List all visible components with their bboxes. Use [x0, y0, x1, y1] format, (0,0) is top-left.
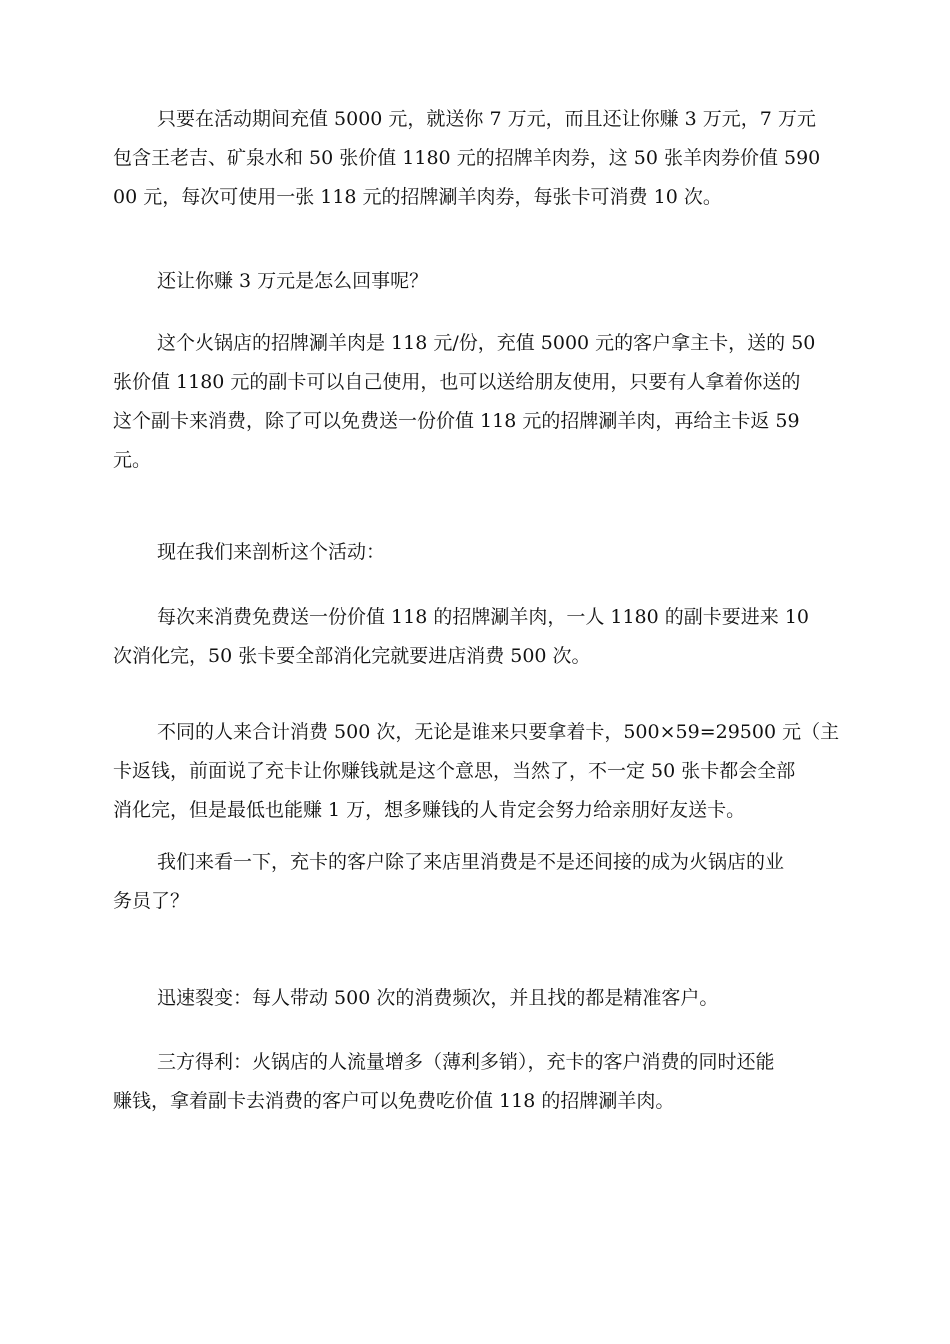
paragraph-consumption: [113, 598, 873, 676]
text-line: 张价值 1180 元的副卡可以自己使用，也可以送给朋友使用，只要有人拿着你送的: [113, 371, 801, 393]
text-line: 三方得利：火锅店的人流量增多（薄利多销），充卡的客户消费的同时还能: [157, 1051, 775, 1073]
paragraph-analysis-intro: [113, 533, 873, 572]
text-line: 这个副卡来消费，除了可以免费送一份价值 118 元的招牌涮羊肉，再给主卡返 59: [113, 410, 800, 432]
paragraph-calculation: [113, 713, 873, 830]
text-line: 每次来消费免费送一份价值 118 的招牌涮羊肉，一人 1180 的副卡要进来 10: [157, 606, 809, 628]
text-line: 赚钱，拿着副卡去消费的客户可以免费吃价值 118 的招牌涮羊肉。: [113, 1090, 675, 1112]
paragraph-win-win: [113, 1043, 873, 1121]
text-line: 卡返钱，前面说了充卡让你赚钱就是这个意思，当然了，不一定 50 张卡都会全部: [113, 760, 796, 782]
paragraph-fission: [113, 979, 873, 1018]
paragraph-question: [113, 262, 873, 301]
text-line: 我们来看一下，充卡的客户除了来店里消费是不是还间接的成为火锅店的业: [157, 851, 785, 873]
text-line: 不同的人来合计消费 500 次，无论是谁来只要拿着卡，500×59=29500 元（主: [157, 721, 840, 743]
paragraph-recharge-offer: [113, 100, 873, 217]
text-line: 这个火锅店的招牌涮羊肉是 118 元/份，充值 5000 元的客户拿主卡，送的 50: [157, 332, 816, 354]
paragraph-salesperson: [113, 843, 873, 921]
text-line: 元。: [113, 449, 152, 471]
text-line: 迅速裂变：每人带动 500 次的消费频次，并且找的都是精准客户。: [157, 987, 719, 1009]
text-line: 还让你赚 3 万元是怎么回事呢？: [157, 270, 429, 292]
paragraph-explanation: [113, 324, 873, 480]
text-line: 务员了？: [113, 890, 190, 912]
text-line: 只要在活动期间充值 5000 元，就送你 7 万元，而且还让你赚 3 万元，7 万元: [157, 108, 816, 130]
text-line: 次消化完，50 张卡要全部消化完就要进店消费 500 次。: [113, 645, 591, 667]
text-line: 00 元，每次可使用一张 118 元的招牌涮羊肉券，每张卡可消费 10 次。: [113, 186, 722, 208]
text-line: 包含王老吉、矿泉水和 50 张价值 1180 元的招牌羊肉券，这 50 张羊肉券价值 590: [113, 147, 821, 169]
text-line: 消化完，但是最低也能赚 1 万，想多赚钱的人肯定会努力给亲朋好友送卡。: [113, 799, 746, 821]
text-line: 现在我们来剖析这个活动：: [157, 541, 386, 563]
